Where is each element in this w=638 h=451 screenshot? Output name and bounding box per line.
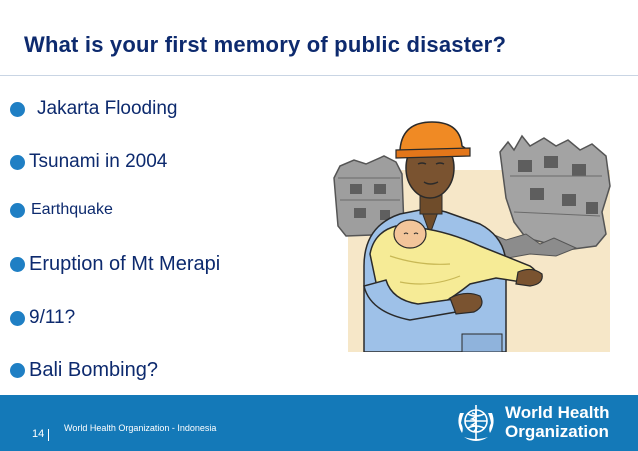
bullet-text: Jakarta Flooding bbox=[37, 98, 178, 119]
bullet-text: Eruption of Mt Merapi bbox=[29, 253, 221, 275]
rescuer-holding-baby-clipart bbox=[330, 116, 620, 352]
bullet-dot-icon bbox=[10, 155, 25, 170]
list-item bbox=[10, 201, 113, 219]
bullet-dot-icon bbox=[10, 257, 25, 272]
bullet-text: Earthquake bbox=[31, 201, 113, 218]
bullet-dot-icon bbox=[10, 203, 25, 218]
bullet-dot-icon bbox=[10, 363, 25, 378]
who-logo-text bbox=[505, 403, 610, 441]
bullet-text: 9/11? bbox=[29, 307, 76, 328]
list-item bbox=[10, 359, 158, 382]
bullet-text: Bali Bombing? bbox=[29, 359, 158, 381]
list-item bbox=[10, 307, 75, 329]
title-divider bbox=[0, 75, 638, 76]
page-separator bbox=[48, 429, 49, 441]
bullet-dot-icon bbox=[10, 102, 25, 117]
who-logo-line2: Organization bbox=[505, 422, 609, 441]
list-item bbox=[10, 151, 167, 173]
footer-org-text: World Health Organization - Indonesia bbox=[64, 423, 217, 433]
list-item bbox=[10, 98, 177, 120]
who-logo-line1: World Health bbox=[505, 403, 610, 422]
bullet-text: Tsunami in 2004 bbox=[29, 151, 168, 172]
bullet-dot-icon bbox=[10, 311, 25, 326]
slide-title: What is your first memory of public disaster? bbox=[24, 32, 507, 57]
page-number: 14 bbox=[32, 428, 45, 440]
who-emblem-icon bbox=[452, 399, 500, 447]
footer-bar bbox=[0, 395, 638, 451]
list-item bbox=[10, 253, 220, 276]
